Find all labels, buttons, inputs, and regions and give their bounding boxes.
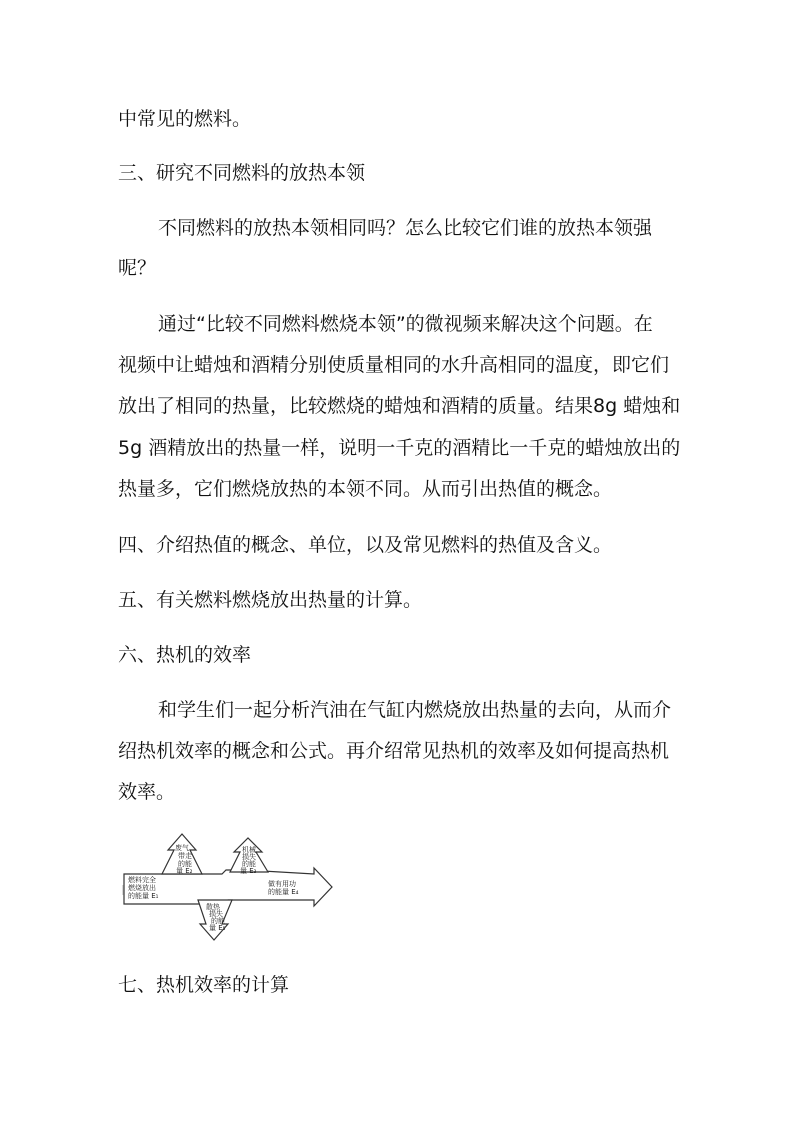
heat-energy-label: 散热: [206, 903, 220, 911]
text-line: 放出了相同的热量，比较燃烧的蜡烛和酒精的质量。结果8g 蜡烛和: [118, 395, 681, 417]
input-energy-label: 的能量 E₁: [128, 892, 159, 900]
exhaust-energy-label: 带走: [178, 852, 192, 860]
mechanical-energy-label: 的能: [242, 860, 256, 868]
input-energy-label: 燃料完全: [128, 876, 156, 884]
text-line: 热量多，它们燃烧放热的本领不同。从而引出热值的概念。: [118, 478, 613, 500]
text-line: 中常见的燃料。: [118, 108, 252, 130]
text-line: 呢？: [118, 257, 157, 279]
text-line: 视频中让蜡烛和酒精分别使质量相同的水升高相同的温度，即它们: [118, 354, 670, 376]
heat-energy-label: 量 E₅: [209, 924, 226, 932]
text-line: 不同燃料的放热本领相同吗？怎么比较它们谁的放热本领强: [158, 217, 653, 239]
exhaust-energy-label: 废气: [175, 844, 189, 852]
energy-flow-diagram: [118, 830, 338, 945]
section-heading-7: 七、热机效率的计算: [118, 974, 290, 996]
section-heading-4: 四、介绍热值的概念、单位，以及常见燃料的热值及含义。: [118, 534, 613, 556]
section-heading-3: 三、研究不同燃料的放热本领: [118, 162, 366, 184]
energy-flow-svg: [118, 830, 338, 945]
heat-energy-label: 损失: [209, 910, 223, 918]
text-line: 通过“比较不同燃料燃烧本领”的微视频来解决这个问题。在: [158, 313, 653, 335]
exhaust-energy-label: 的能: [178, 860, 192, 868]
exhaust-energy-label: 量 E₂: [176, 867, 193, 875]
input-energy-label: 燃烧放出: [128, 884, 156, 892]
heat-energy-label: 的能: [211, 917, 225, 925]
mechanical-energy-label: 损失: [242, 853, 256, 861]
useful-energy-label: 的能量 E₄: [268, 888, 299, 896]
useful-energy-label: 做有用功: [268, 880, 296, 888]
text-line: 效率。: [118, 781, 176, 803]
text-line: 5g 酒精放出的热量一样，说明一千克的酒精比一千克的蜡烛放出的: [118, 437, 681, 459]
text-line: 和学生们一起分析汽油在气缸内燃烧放出热量的去向，从而介: [158, 699, 672, 721]
text-line: 绍热机效率的概念和公式。再介绍常见热机的效率及如何提高热机: [118, 740, 670, 762]
section-heading-5: 五、有关燃料燃烧放出热量的计算。: [118, 589, 423, 611]
mechanical-energy-label: 量 E₃: [240, 867, 257, 875]
section-heading-6: 六、热机的效率: [118, 644, 252, 666]
mechanical-energy-label: 机械: [242, 846, 256, 854]
